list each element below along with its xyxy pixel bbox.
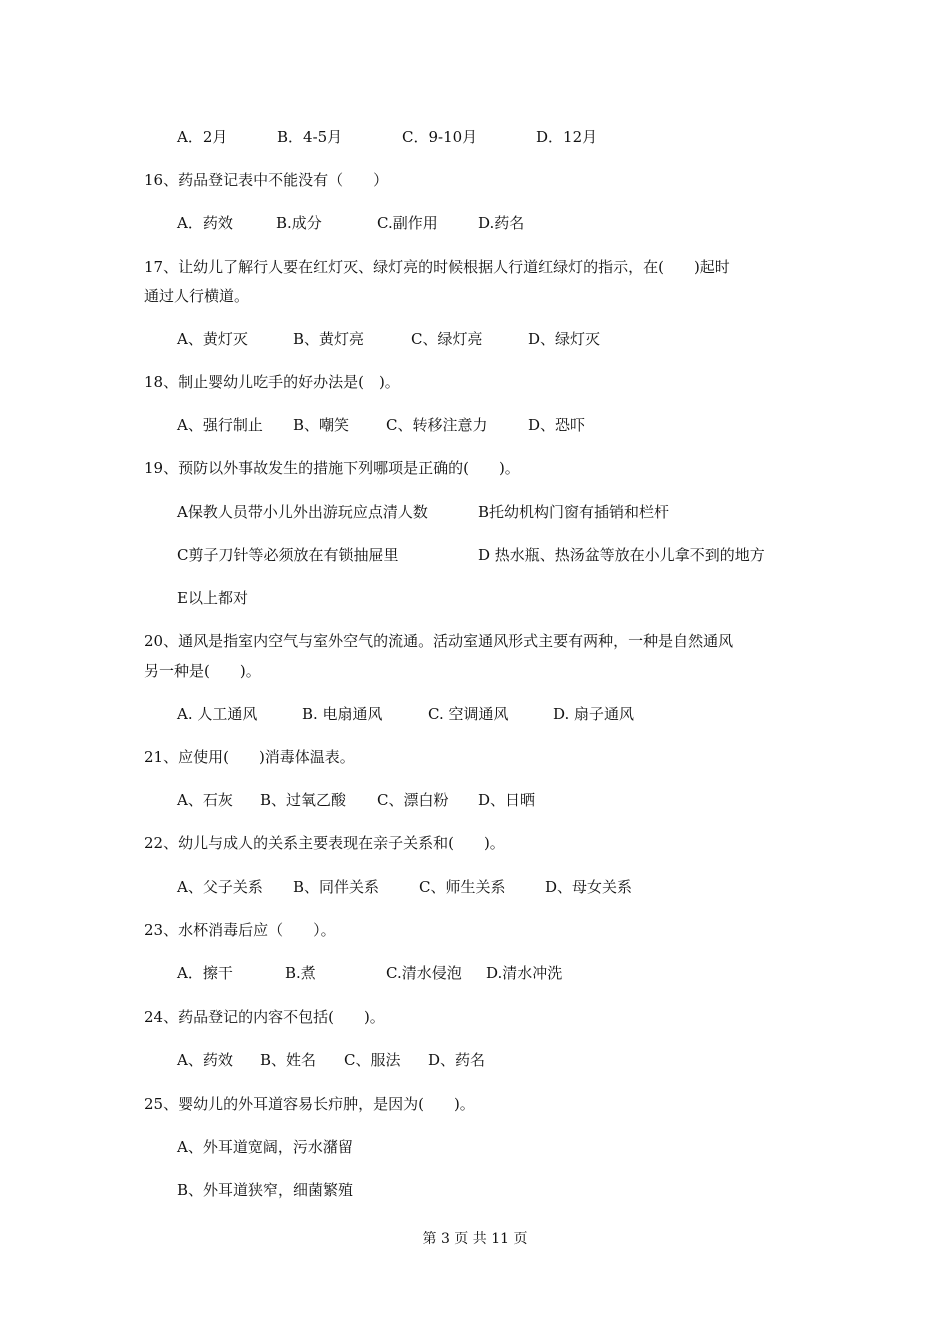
q22-option-a: A、父子关系 bbox=[177, 878, 263, 896]
q16-option-b: B.成分 bbox=[276, 214, 322, 232]
q17-option-b: B、黄灯亮 bbox=[293, 330, 365, 348]
q19-option-a: A保教人员带小儿外出游玩应点清人数 bbox=[177, 503, 428, 521]
q24-option-b: B、姓名 bbox=[260, 1051, 317, 1069]
q24-option-c: C、服法 bbox=[344, 1051, 401, 1069]
q18-option-c: C、转移注意力 bbox=[386, 416, 488, 434]
q23-option-c: C.清水侵泡 bbox=[386, 964, 462, 982]
q20-question-line1: 20、通风是指室内空气与室外空气的流通。活动室通风形式主要有两种，一种是自然通风 bbox=[144, 632, 734, 650]
q21-option-b: B、过氧乙酸 bbox=[260, 791, 347, 809]
q22-option-d: D、母女关系 bbox=[545, 878, 633, 896]
q25-question: 25、婴幼儿的外耳道容易长疖肿，是因为( )。 bbox=[144, 1095, 475, 1113]
q18-question: 18、制止婴幼儿吃手的好办法是( )。 bbox=[144, 373, 400, 391]
q16-option-a: A．药效 bbox=[177, 214, 233, 232]
q23-option-d: D.清水冲洗 bbox=[486, 964, 563, 982]
q17-option-c: C、绿灯亮 bbox=[411, 330, 483, 348]
q17-question-line2: 通过人行横道。 bbox=[144, 287, 250, 305]
q23-question: 23、水杯消毒后应（ ）。 bbox=[144, 921, 336, 939]
q19-option-e: E以上都对 bbox=[177, 589, 248, 607]
q19-option-b: B托幼机构门窗有插销和栏杆 bbox=[478, 503, 670, 521]
q19-option-c: C剪子刀针等必须放在有锁抽屉里 bbox=[177, 546, 399, 564]
q19-option-d: D 热水瓶、热汤盆等放在小儿拿不到的地方 bbox=[478, 546, 765, 564]
q23-option-a: A．擦干 bbox=[177, 964, 233, 982]
q22-question: 22、幼儿与成人的关系主要表现在亲子关系和( )。 bbox=[144, 834, 505, 852]
q21-question: 21、应使用( )消毒体温表。 bbox=[144, 748, 355, 766]
q23-option-b: B.煮 bbox=[285, 964, 316, 982]
q15-option-d: D．12月 bbox=[536, 128, 598, 146]
page-footer: 第 3 页 共 11 页 bbox=[422, 1231, 528, 1247]
q18-option-b: B、嘲笑 bbox=[293, 416, 350, 434]
q19-question: 19、预防以外事故发生的措施下列哪项是正确的( )。 bbox=[144, 459, 520, 477]
q25-option-b: B、外耳道狭窄，细菌繁殖 bbox=[177, 1181, 354, 1199]
q21-option-a: A、石灰 bbox=[177, 791, 233, 809]
q15-option-c: C．9-10月 bbox=[402, 128, 478, 146]
q24-option-a: A、药效 bbox=[177, 1051, 233, 1069]
q25-option-a: A、外耳道宽阔，污水潴留 bbox=[177, 1138, 353, 1156]
q20-option-d: D. 扇子通风 bbox=[553, 705, 635, 723]
q16-option-c: C.副作用 bbox=[377, 214, 438, 232]
q15-option-a: A．2月 bbox=[177, 128, 228, 146]
q16-question: 16、药品登记表中不能没有（ ） bbox=[144, 171, 389, 189]
q15-option-b: B．4-5月 bbox=[277, 128, 343, 146]
q20-option-a: A. 人工通风 bbox=[177, 705, 258, 723]
q17-option-a: A、黄灯灭 bbox=[177, 330, 248, 348]
q22-option-c: C、师生关系 bbox=[419, 878, 506, 896]
q22-option-b: B、同伴关系 bbox=[293, 878, 380, 896]
q21-option-c: C、漂白粉 bbox=[377, 791, 449, 809]
q17-option-d: D、绿灯灭 bbox=[528, 330, 601, 348]
q17-question-line1: 17、让幼儿了解行人要在红灯灭、绿灯亮的时候根据人行道红绿灯的指示，在( )起时 bbox=[144, 258, 730, 276]
q16-option-d: D.药名 bbox=[478, 214, 525, 232]
q20-option-b: B. 电扇通风 bbox=[302, 705, 383, 723]
q18-option-a: A、强行制止 bbox=[177, 416, 263, 434]
q24-question: 24、药品登记的内容不包括( )。 bbox=[144, 1008, 385, 1026]
q20-question-line2: 另一种是( )。 bbox=[144, 662, 261, 680]
q18-option-d: D、恐吓 bbox=[528, 416, 586, 434]
q20-option-c: C. 空调通风 bbox=[428, 705, 509, 723]
q24-option-d: D、药名 bbox=[428, 1051, 486, 1069]
q21-option-d: D、日晒 bbox=[478, 791, 536, 809]
